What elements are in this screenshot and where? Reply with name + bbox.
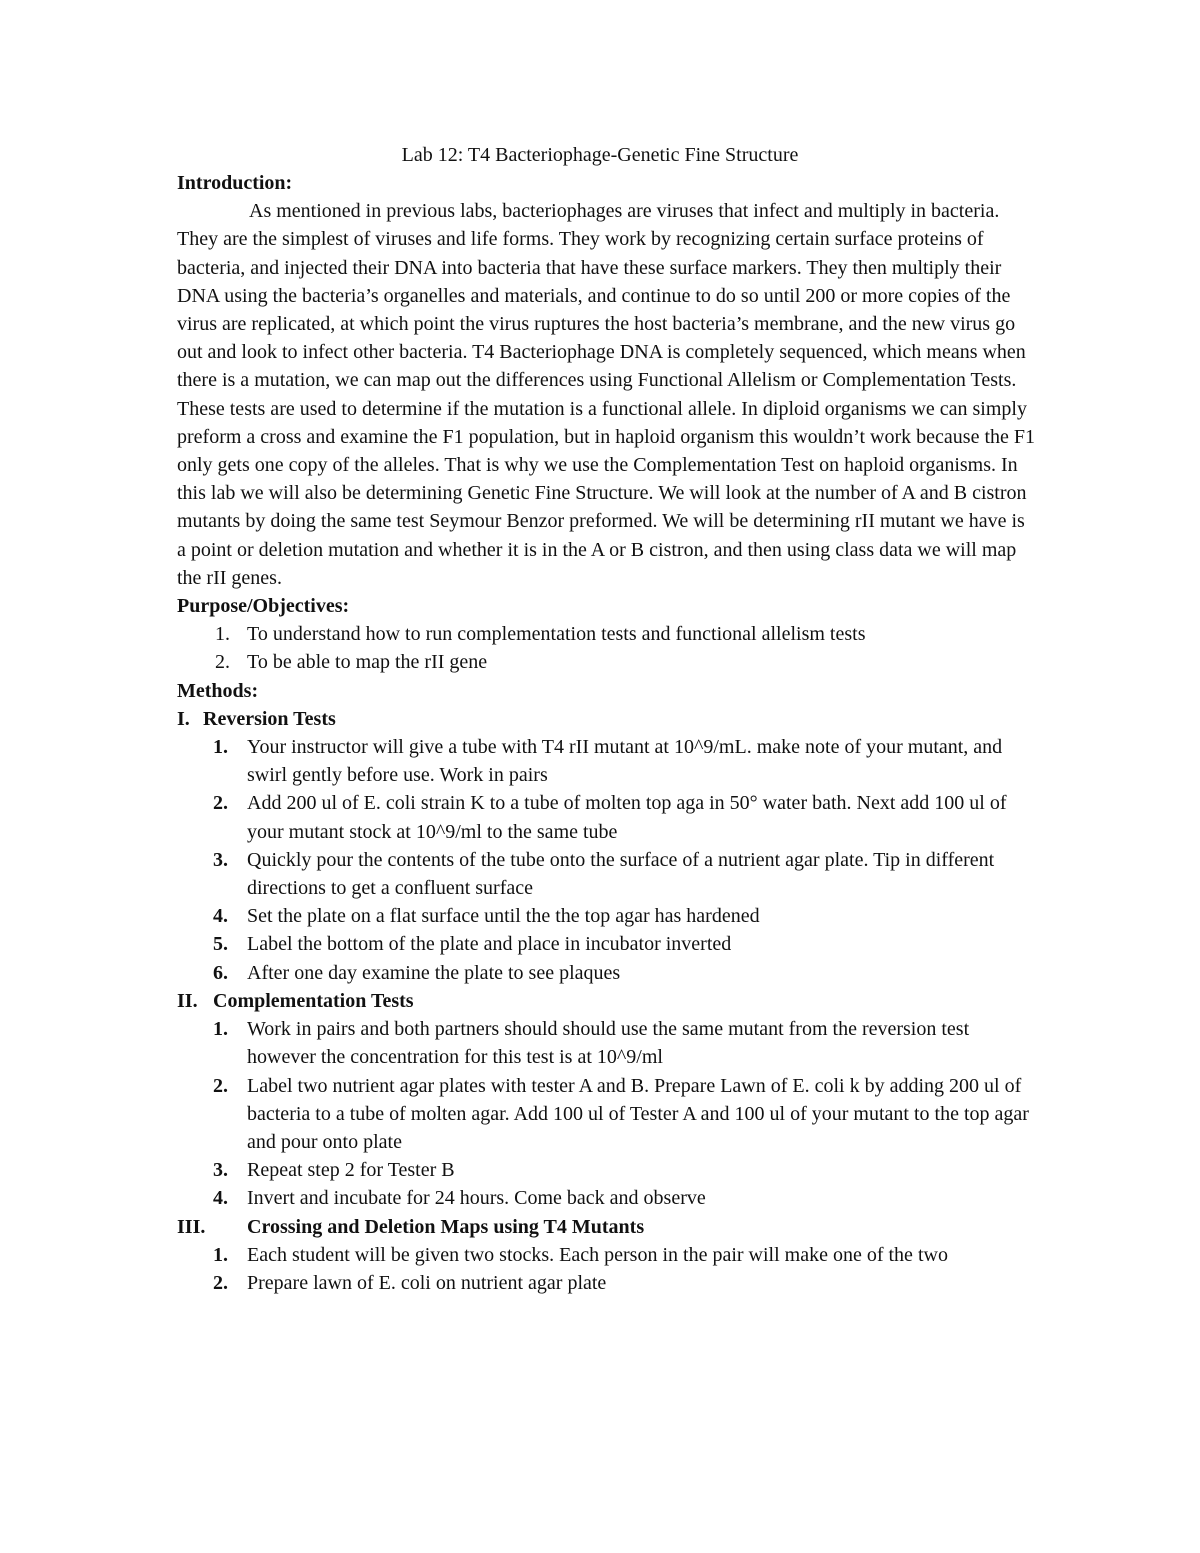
step-number: 1. xyxy=(213,1018,228,1041)
objective-item xyxy=(177,620,1037,648)
step-item xyxy=(177,1015,1037,1071)
section-heading-complementation xyxy=(177,987,1037,1015)
step-number: 2. xyxy=(213,1271,228,1294)
section-number: II. xyxy=(177,989,198,1012)
objectives-list xyxy=(177,620,1037,676)
section-label: Reversion Tests xyxy=(203,707,336,730)
step-text: Your instructor will give a tube with T4 rII mutant at 10^9/mL. make note of your mutant, and swirl gently before use. Work in pairs xyxy=(247,736,1003,787)
step-item xyxy=(177,789,1037,845)
objective-item xyxy=(177,648,1037,676)
reversion-steps xyxy=(177,733,1037,987)
step-text: Prepare lawn of E. coli on nutrient agar plate xyxy=(247,1271,607,1294)
section-number: I. xyxy=(177,707,190,730)
step-text: Repeat step 2 for Tester B xyxy=(247,1159,455,1182)
complementation-steps xyxy=(177,1015,1037,1212)
objective-number: 1. xyxy=(215,623,230,646)
document-title: Lab 12: T4 Bacteriophage-Genetic Fine Structure xyxy=(401,144,799,166)
step-text: Label two nutrient agar plates with tester A and B. Prepare Lawn of E. coli k by adding 200 ul of bacteria to a tube of molten agar. Add 100 ul of Tester A and 100 ul of your mutant to the top agar and pour onto plate xyxy=(247,1074,1029,1153)
document-body xyxy=(177,169,1037,1297)
step-text: Each student will be given two stocks. Each person in the pair will make one of the two xyxy=(247,1243,948,1266)
step-number: 2. xyxy=(213,792,228,815)
step-text: Invert and incubate for 24 hours. Come back and observe xyxy=(247,1187,706,1210)
objective-number: 2. xyxy=(215,651,230,674)
purpose-heading: Purpose/Objectives: xyxy=(177,595,350,618)
step-text: Work in pairs and both partners should should use the same mutant from the reversion test however the concentration for this test is at 10^9/ml xyxy=(247,1018,970,1069)
step-item xyxy=(177,1184,1037,1212)
step-number: 5. xyxy=(213,933,228,956)
objective-text: To be able to map the rII gene xyxy=(247,651,488,674)
step-item xyxy=(177,930,1037,958)
step-number: 3. xyxy=(213,848,228,871)
step-number: 3. xyxy=(213,1159,228,1182)
step-number: 4. xyxy=(213,1187,228,1210)
step-text: Set the plate on a flat surface until the the top agar has hardened xyxy=(247,905,760,928)
step-item xyxy=(177,959,1037,987)
step-number: 1. xyxy=(213,1243,228,1266)
section-heading-crossing xyxy=(177,1213,1037,1241)
step-text: Quickly pour the contents of the tube onto the surface of a nutrient agar plate. Tip in different directions to get a confluent surface xyxy=(247,848,995,900)
step-text: Label the bottom of the plate and place in incubator inverted xyxy=(247,933,732,956)
step-number: 2. xyxy=(213,1074,228,1097)
section-heading-reversion xyxy=(177,705,1037,733)
step-item xyxy=(177,733,1037,789)
step-item xyxy=(177,846,1037,902)
step-text: Add 200 ul of E. coli strain K to a tube of molten top aga in 50° water bath. Next add 100 ul of your mutant stock at 10^9/ml to the same tube xyxy=(247,792,1007,843)
step-item xyxy=(177,1241,1037,1269)
introduction-heading: Introduction: xyxy=(177,172,293,194)
objective-text: To understand how to run complementation tests and functional allelism tests xyxy=(247,623,866,646)
methods-heading: Methods: xyxy=(177,679,259,702)
crossing-steps xyxy=(177,1241,1037,1297)
section-number: III. xyxy=(177,1215,206,1238)
step-text: After one day examine the plate to see plaques xyxy=(247,961,621,984)
step-number: 6. xyxy=(213,961,228,984)
step-number: 1. xyxy=(213,736,228,759)
section-label: Crossing and Deletion Maps using T4 Mutants xyxy=(247,1215,645,1238)
step-item xyxy=(177,1072,1037,1157)
section-label: Complementation Tests xyxy=(213,989,414,1012)
step-item xyxy=(177,1156,1037,1184)
step-item xyxy=(177,1269,1037,1297)
introduction-paragraph: As mentioned in previous labs, bacteriophages are viruses that infect and multiply in bacteria. They are the simplest of viruses and life forms. They work by recognizing certain surface proteins of bacteria, and injected their DNA into bacteria that have these surface markers. They then multiply their DNA using the bacteria’s organelles and materials, and continue to do so until 200 or more copies of the virus are replicated, at which point the virus ruptures the host bacteria’s membrane, and the new virus go out and look to infect other bacteria. T4 Bacteriophage DNA is completely sequenced, which means when there is a mutation, we can map out the differences using Functional Allelism or Complementation Tests. These tests are used to determine if the mutation is a functional allele. In diploid organisms we can simply preform a cross and examine the F1 population, but in haploid organism this wouldn’t work because the F1 only gets one copy of the alleles. That is why we use the Complementation Test on haploid organisms. In this lab we will also be determining Genetic Fine Structure. We will look at the number of A and B cistron mutants by doing the same test Seymour Benzor preformed. We will be determining rII mutant we have is a point or deletion mutation and whether it is in the A or B cistron, and then using class data we will map the rII genes. xyxy=(177,200,1035,589)
step-item xyxy=(177,902,1037,930)
step-number: 4. xyxy=(213,905,228,928)
